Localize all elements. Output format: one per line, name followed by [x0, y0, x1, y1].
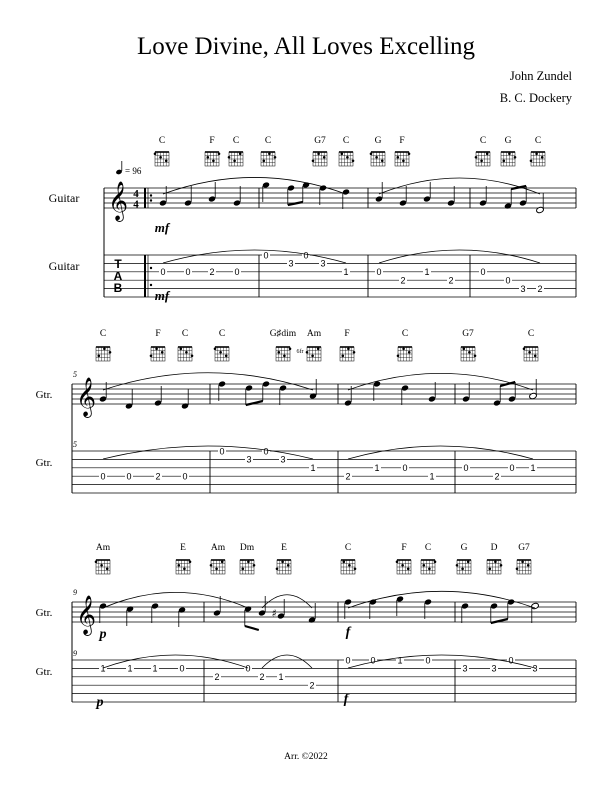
chord-diagram-dot	[214, 347, 217, 350]
tab-number: 0	[509, 463, 515, 474]
tab-repeat-dot	[150, 284, 152, 286]
tab-slur	[348, 446, 533, 459]
tab-number: 1	[397, 655, 403, 666]
tab-label: Guitar	[48, 259, 80, 273]
chord-diagram-dot	[109, 351, 112, 354]
chord-diagram-dot	[341, 152, 344, 155]
dynamic-marking: p	[99, 627, 107, 642]
treble-clef: 𝄞	[75, 595, 97, 635]
tab-number: 1	[343, 267, 349, 278]
sharp-accidental: ♯	[271, 607, 277, 620]
chord-diagram-dot	[317, 152, 320, 155]
eighth-beam	[246, 401, 263, 405]
tab-label: Gtr.	[35, 457, 53, 469]
tab-number: 1	[100, 663, 106, 674]
copyright-footer: Arr. ©2022	[284, 752, 328, 762]
chord-name: G7	[518, 543, 530, 553]
chord-diagram-dot	[311, 354, 314, 357]
chord-diagram-dot	[516, 567, 519, 570]
chord-diagram-dot	[189, 560, 192, 563]
chord-name: F	[401, 543, 407, 553]
chord-diagram-dot	[397, 354, 400, 357]
chord-diagram-dot	[353, 351, 356, 354]
chord-diagram-dot	[207, 156, 210, 159]
chord-diagram-dot	[306, 351, 309, 354]
chord-diagram-dot	[274, 156, 277, 159]
chord-diagram-dot	[370, 152, 373, 155]
chord-diagram-dot	[215, 567, 218, 570]
tab-number: 0	[263, 446, 269, 457]
staff-label: Gtr.	[35, 607, 53, 619]
chord-diagram-dot	[100, 564, 103, 567]
chord-diagram-dot	[283, 354, 286, 357]
tab-slur	[262, 655, 312, 668]
tab-number: 0	[245, 663, 251, 674]
page-title: Love Divine, All Loves Excelling	[136, 33, 476, 60]
chord-diagram-dot	[212, 159, 215, 162]
chord-name: C	[401, 329, 409, 339]
chord-diagram-dot	[434, 560, 437, 563]
tab-number: 0	[234, 267, 240, 278]
tab-number: 1	[424, 267, 430, 278]
slur	[348, 591, 535, 608]
chord-diagram-dot	[247, 560, 250, 563]
chord-diagram-dot	[218, 152, 221, 155]
tab-label: Gtr.	[35, 666, 53, 678]
chord-diagram-dot	[402, 347, 405, 350]
tab-dynamic-marking: f	[343, 692, 349, 707]
chord-diagram-dot	[375, 156, 378, 159]
chord-name: E	[281, 543, 287, 553]
chord-diagram-dot	[219, 351, 222, 354]
chord-diagram-dot	[276, 567, 279, 570]
tab-number: 2	[214, 672, 220, 683]
chord-diagram-dot	[98, 354, 101, 357]
chord-diagram-dot	[407, 567, 410, 570]
chord-diagram-dot	[354, 567, 357, 570]
chord-name: C	[181, 329, 189, 339]
measure-number: 9	[73, 588, 77, 597]
chord-name: G	[504, 136, 512, 146]
chord-name: C	[344, 543, 352, 553]
tab-number: 0	[185, 267, 191, 278]
chord-diagram-dot	[475, 156, 478, 159]
tab-number: 0	[505, 275, 511, 286]
chord-diagram-dot	[343, 560, 346, 563]
chord-diagram-dot	[278, 351, 281, 354]
tab-number: 0	[126, 471, 132, 482]
chord-diagram-dot	[401, 564, 404, 567]
chord-diagram-dot	[408, 351, 411, 354]
arranger: B. C. Dockery	[499, 91, 572, 105]
chord-name: G♯dim	[269, 329, 297, 339]
tab-measure-number: 9	[73, 649, 77, 658]
dynamic-marking: f	[345, 625, 351, 640]
chord-diagram-dot	[463, 347, 466, 350]
tab-number: 3	[462, 663, 468, 674]
tab-dynamic-marking: p	[96, 695, 104, 710]
chord-diagram-dot	[480, 159, 483, 162]
tab-number: 2	[345, 471, 351, 482]
chord-name: F	[399, 136, 405, 146]
chord-diagram-dot	[408, 152, 411, 155]
chord-diagram-dot	[521, 560, 524, 563]
chord-name: C	[232, 136, 240, 146]
chord-name: C	[479, 136, 487, 146]
composer: John Zundel	[509, 69, 572, 83]
chord-diagram-dot	[428, 567, 431, 570]
chord-name: G	[374, 136, 382, 146]
chord-diagram-dot	[402, 159, 405, 162]
tab-number: 2	[494, 471, 500, 482]
tab-number: 2	[448, 275, 454, 286]
chord-diagram-dot	[523, 347, 526, 350]
tab-number: 1	[127, 663, 133, 674]
chord-diagram-dot	[456, 564, 459, 567]
chord-diagram-dot	[347, 347, 350, 350]
chord-name: C	[424, 543, 432, 553]
chord-name: C	[527, 329, 535, 339]
tab-number: 3	[280, 454, 286, 465]
chord-diagram-dot	[268, 152, 271, 155]
chord-diagram-dot	[225, 354, 228, 357]
tab-number: 0	[303, 250, 309, 261]
chord-diagram-dot	[180, 347, 183, 350]
chord-name: Am	[306, 329, 322, 339]
chord-diagram-dot	[191, 354, 194, 357]
chord-diagram-dot	[348, 564, 351, 567]
chord-diagram-dot	[165, 159, 168, 162]
tab-number: 1	[374, 463, 380, 474]
tab-number: 3	[532, 663, 538, 674]
chord-name: G	[460, 543, 468, 553]
tab-slur	[379, 250, 540, 263]
chord-diagram-dot	[503, 159, 506, 162]
chord-diagram-dot	[185, 351, 188, 354]
chord-diagram-dot	[461, 567, 464, 570]
chord-diagram-dot	[489, 567, 492, 570]
chord-name: C	[158, 136, 166, 146]
chord-diagram-dot	[228, 156, 231, 159]
chord-diagram-dot	[263, 159, 266, 162]
tab-number: 0	[370, 655, 376, 666]
chord-diagram-dot	[281, 560, 284, 563]
tab-number: 3	[246, 454, 252, 465]
chord-diagram-dot	[159, 156, 162, 159]
chord-diagram-dot	[346, 156, 349, 159]
tab-number: 2	[259, 672, 265, 683]
repeat-dot	[150, 194, 152, 196]
tab-number: 2	[209, 267, 215, 278]
treble-clef: 𝄞	[107, 181, 129, 221]
chord-diagram-dot	[352, 159, 355, 162]
tab-clef-a: A	[113, 269, 123, 283]
tab-number: 0	[263, 250, 269, 261]
chord-diagram-dot	[527, 564, 530, 567]
tab-number: 0	[219, 446, 225, 457]
tab-number: 0	[463, 463, 469, 474]
fret-position-marker: 6fr	[296, 349, 304, 355]
tab-number: 3	[491, 663, 497, 674]
eighth-beam	[245, 626, 259, 630]
treble-clef: 𝄞	[75, 377, 97, 417]
chord-diagram-dot	[381, 159, 384, 162]
chord-diagram-dot	[287, 564, 290, 567]
chord-diagram-dot	[253, 564, 256, 567]
tab-repeat-dot	[150, 267, 152, 269]
chord-diagram-dot	[342, 354, 345, 357]
tab-number: 2	[400, 275, 406, 286]
chord-name: C	[264, 136, 272, 146]
tab-number: 2	[309, 680, 315, 691]
chord-diagram-dot	[239, 152, 242, 155]
time-signature-bottom: 4	[133, 198, 139, 211]
tab-number: 1	[429, 471, 435, 482]
chord-diagram-dot	[486, 152, 489, 155]
chord-diagram-dot	[474, 354, 477, 357]
chord-diagram-dot	[233, 159, 236, 162]
staff-label: Guitar	[48, 191, 80, 205]
chord-diagram-dot	[494, 560, 497, 563]
chord-diagram-dot	[95, 560, 98, 563]
eighth-beam	[491, 619, 508, 623]
tab-number: 0	[179, 663, 185, 674]
tab-slur	[163, 250, 346, 263]
chord-diagram-dot	[242, 567, 245, 570]
chord-diagram-dot	[397, 156, 400, 159]
chord-diagram-dot	[528, 351, 531, 354]
chord-diagram-dot	[178, 564, 181, 567]
chord-diagram-dot	[103, 347, 106, 350]
chord-name: C	[218, 329, 226, 339]
tab-number: 0	[100, 471, 106, 482]
tab-number: 0	[345, 655, 351, 666]
chord-diagram-dot	[161, 351, 164, 354]
chord-diagram-dot	[289, 347, 292, 350]
chord-diagram-dot	[423, 564, 426, 567]
tab-number: 0	[402, 463, 408, 474]
tab-number: 2	[537, 283, 543, 294]
tab-number: 0	[160, 267, 166, 278]
chord-name: F	[155, 329, 161, 339]
tab-number: 0	[480, 267, 486, 278]
eighth-beam	[288, 202, 303, 205]
chord-diagram-dot	[508, 152, 511, 155]
chord-diagram-dot	[317, 347, 320, 350]
chord-diagram-dot	[210, 564, 213, 567]
dynamic-marking: mf	[154, 220, 170, 235]
tab-number: 3	[320, 258, 326, 269]
slur	[103, 592, 248, 608]
chord-diagram-dot	[535, 152, 538, 155]
chord-diagram-dot	[467, 560, 470, 563]
tab-number: 0	[425, 655, 431, 666]
chord-name: C	[534, 136, 542, 146]
chord-name: F	[209, 136, 215, 146]
tab-number: 1	[530, 463, 536, 474]
tab-number: 3	[288, 258, 294, 269]
chord-diagram-dot	[534, 354, 537, 357]
slur	[348, 373, 533, 390]
tab-number: 2	[155, 471, 161, 482]
chord-diagram-dot	[183, 567, 186, 570]
tab-number: 0	[376, 267, 382, 278]
chord-diagram-dot	[221, 560, 224, 563]
chord-name: C	[99, 329, 107, 339]
tab-dynamic-marking: mf	[154, 288, 170, 303]
chord-name: Am	[210, 543, 226, 553]
chord-diagram-dot	[514, 156, 517, 159]
chord-name: Dm	[239, 543, 255, 553]
chord-name: G7	[462, 329, 474, 339]
chord-diagram-dot	[468, 351, 471, 354]
chord-diagram-dot	[312, 159, 315, 162]
tab-clef-t: T	[114, 257, 122, 271]
tab-number: 0	[182, 471, 188, 482]
chord-diagram-dot	[323, 156, 326, 159]
slur	[262, 595, 312, 608]
chord-diagram-dot	[154, 152, 157, 155]
tab-number: 1	[152, 663, 158, 674]
tab-number: 0	[508, 655, 514, 666]
tab-measure-number: 5	[73, 440, 77, 449]
chord-name: G7	[314, 136, 326, 146]
tab-number: 3	[520, 283, 526, 294]
tab-slur	[103, 655, 248, 668]
tab-number: 1	[278, 672, 284, 683]
time-signature-top: 4	[133, 188, 139, 200]
chord-name: E	[180, 543, 186, 553]
chord-diagram-dot	[500, 564, 503, 567]
chord-name: Am	[95, 543, 111, 553]
chord-name: F	[344, 329, 350, 339]
chord-diagram-dot	[106, 567, 109, 570]
chord-name: D	[490, 543, 498, 553]
chord-diagram-dot	[530, 159, 533, 162]
chord-diagram-dot	[150, 354, 153, 357]
chord-diagram-dot	[155, 347, 158, 350]
chord-diagram-dot	[396, 560, 399, 563]
tab-clef-b: B	[113, 281, 123, 295]
chord-diagram-dot	[541, 156, 544, 159]
slur	[379, 178, 540, 194]
chord-name: C	[342, 136, 350, 146]
measure-number: 5	[73, 370, 77, 379]
repeat-dot	[150, 199, 152, 201]
slur	[163, 177, 346, 194]
staff-label: Gtr.	[35, 389, 53, 401]
tab-number: 1	[310, 463, 316, 474]
tempo-marking: = 96	[125, 166, 142, 176]
